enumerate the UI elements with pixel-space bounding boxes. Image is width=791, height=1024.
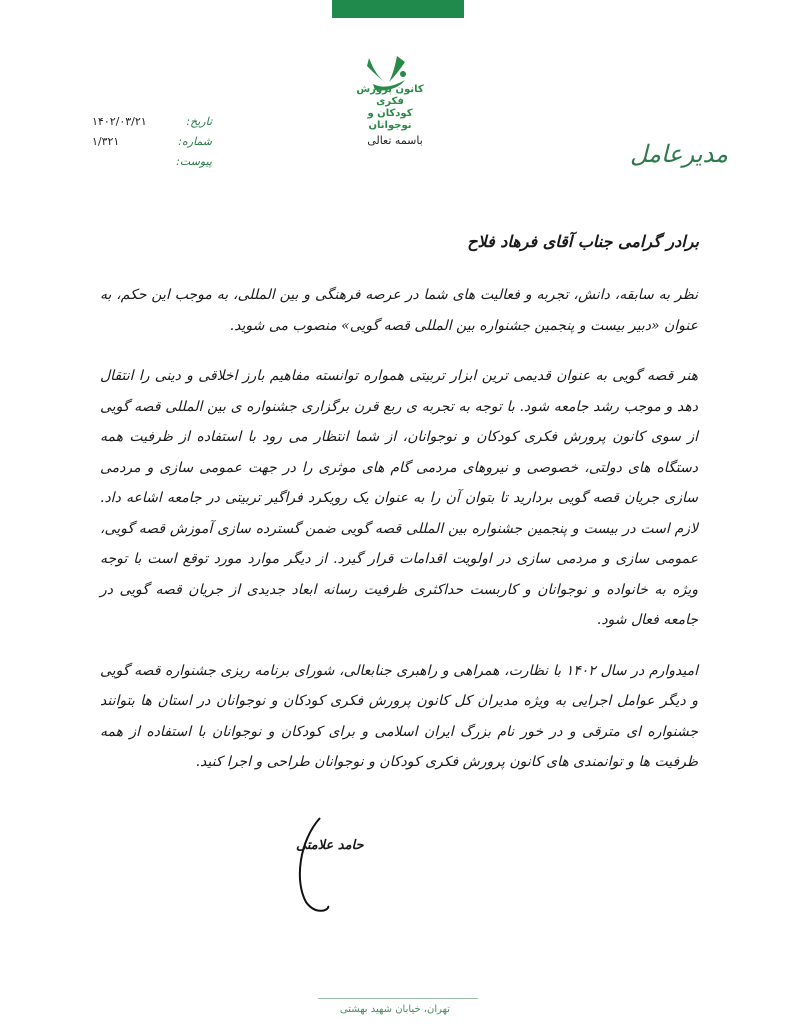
- paragraph-2: هنر قصه گویی به عنوان قدیمی ترین ابزار تربیتی همواره توانسته مفاهیم بارز اخلاقی و دینی را انتقال دهد و موجب رشد جامعه شود. با توجه به تجربه ی ربع قرن برگزاری جشنواره ی بین المللی قصه گویی از سوی کانون پرورش فکری کودکان و نوجوانان، از شما انتظار می رود با استفاده از ظرفیت همه دستگاه های دولتی، خصوصی و نیروهای مردمی گام های موثری را در جهت عمومی سازی و مردمی سازی جریان قصه گویی بردارید تا بتوان آن را به عنوان یک رویکرد فراگیر تربیتی در جامعه اشاعه داد. لازم است در بیست و پنجمین جشنواره بین المللی قصه گویی ضمن گسترده سازی آموزش قصه گویی، عمومی سازی و مردمی سازی در اولویت اقدامات قرار گیرد. از دیگر موارد مورد توقع است با توجه ویژه به خانواده و نوجوانان و کاربست حداکثری ظرفیت رسانه ابعاد جدیدی از جریان قصه گویی در جامعه فعال شود.: [100, 368, 698, 628]
- signer-name: حامد علامتی: [296, 838, 364, 853]
- attachment-row: [92, 152, 212, 172]
- letter-meta: [92, 112, 212, 172]
- letter-body: [100, 280, 698, 798]
- logo-text: [345, 84, 435, 132]
- number-value: ۱/۳۲۱: [92, 135, 120, 148]
- number-label: شماره:: [178, 135, 212, 148]
- logo-text-line1: کانون پرورش فکری: [356, 84, 424, 107]
- footer-divider: [318, 998, 478, 999]
- logo-text-line2: کودکان و نوجوانان: [367, 108, 413, 131]
- paragraph-1: نظر به سابقه، دانش، تجربه و فعالیت های شما در عرصه فرهنگی و بین المللی، به موجب این حکم، به عنوان «دبیر بیست و پنجمین جشنواره بین المللی قصه گویی» منصوب می شوید.: [100, 287, 698, 334]
- recipient: برادر گرامی جناب آقای فرهاد فلاح: [467, 232, 699, 251]
- paragraph-3: امیدوارم در سال ۱۴۰۲ با نظارت، همراهی و راهبری جنابعالی، شورای برنامه ریزی جشنواره قصه گویی و دیگر عوامل اجرایی به ویژه مدیران کل کانون پرورش فکری کودکان و نوجوانان در استان ها بتوانند جشنواره ای مترقی و در خور نام بزرگ ایران اسلامی و برای کودکان و نوجوانان با استفاده از همه ظرفیت ها و توانمندی های کانون پرورش فکری کودکان و نوجوانان طراحی و اجرا کنید.: [100, 662, 698, 770]
- page-title: مدیرعامل: [629, 140, 728, 168]
- signature-mark: [290, 810, 370, 920]
- date-value: ۱۴۰۲/۰۳/۲۱: [92, 115, 147, 128]
- footer-address: تهران، خیابان شهید بهشتی: [339, 1004, 451, 1015]
- number-row: [92, 132, 212, 152]
- top-color-bar: [332, 0, 464, 18]
- attachment-label: پیوست:: [176, 155, 212, 168]
- basmala: باسمه تعالی: [367, 134, 423, 147]
- date-row: [92, 112, 212, 132]
- date-label: تاریخ:: [186, 115, 212, 128]
